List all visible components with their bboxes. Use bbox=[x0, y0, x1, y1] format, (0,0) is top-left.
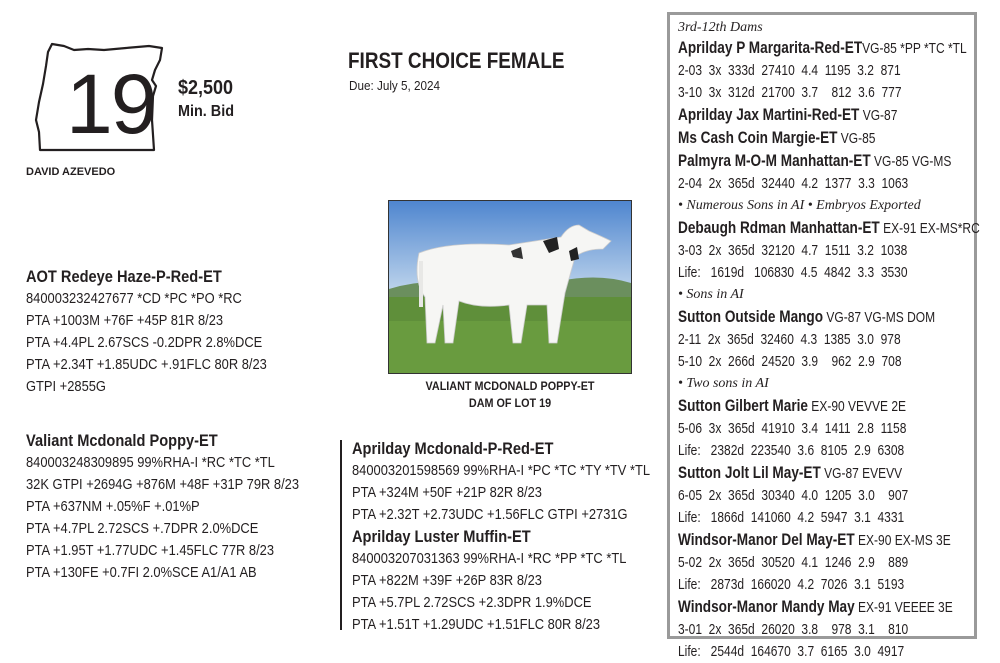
dam-line: 840003248309895 99%RHA-I *RC *TC *TL bbox=[26, 454, 275, 471]
dam-record-line: Life: 1619d 106830 4.5 4842 3.3 3530 bbox=[678, 264, 908, 281]
granddam-sire-line: 840003201598569 99%RHA-I *PC *TC *TY *TV *TL bbox=[352, 462, 651, 479]
dam-record-line: 6-05 2x 365d 30340 4.0 1205 3.0 907 bbox=[678, 487, 909, 504]
dam-record-classification: VG-85 bbox=[837, 130, 876, 147]
dam-record-name bbox=[678, 306, 950, 329]
granddam-sire-line: PTA +324M +50F +21P 82R 8/23 bbox=[352, 484, 542, 501]
dam-record-name bbox=[678, 127, 950, 150]
dam-record-name bbox=[678, 596, 953, 619]
dam-record-note: • Sons in AI bbox=[678, 287, 744, 302]
dam-record-classification: VG-87 EVEVV bbox=[820, 465, 903, 482]
granddam-sire-block bbox=[352, 438, 699, 526]
consignor-name: DAVID AZEVEDO bbox=[26, 166, 116, 178]
granddam-line: PTA +1.51T +1.29UDC +1.51FLC 80R 8/23 bbox=[352, 616, 601, 633]
dam-record-line: 2-11 2x 365d 32460 4.3 1385 3.0 978 bbox=[678, 331, 901, 348]
dam-record-line: 2-04 2x 365d 32440 4.2 1377 3.3 1063 bbox=[678, 175, 909, 192]
cow-photo bbox=[388, 200, 632, 374]
dam-record-classification: EX-90 VEVVE 2E bbox=[807, 398, 907, 415]
dam-record-line: Life: 2873d 166020 4.2 7026 3.1 5193 bbox=[678, 576, 905, 593]
photo-caption-line2: DAM OF LOT 19 bbox=[468, 396, 552, 410]
dam-record-line: Life: 2544d 164670 3.7 6165 3.0 4917 bbox=[678, 643, 905, 660]
dam-record-name-text: Sutton Gilbert Marie bbox=[678, 396, 808, 415]
dam-record-name-text: Aprilday Jax Martini-Red-ET bbox=[678, 105, 860, 124]
dam-record-name-text: Sutton Outside Mango bbox=[678, 307, 824, 326]
granddam-block bbox=[352, 526, 671, 636]
granddam-name: Aprilday Luster Muffin-ET bbox=[352, 527, 531, 546]
sire-line: PTA +2.34T +1.85UDC +.91FLC 80R 8/23 bbox=[26, 356, 267, 373]
dam-line: PTA +637NM +.05%F +.01%P bbox=[26, 498, 200, 515]
dam-record-line: 5-10 2x 266d 24520 3.9 962 2.9 708 bbox=[678, 353, 902, 370]
dam-record-classification: VG-85 VG-MS bbox=[870, 153, 952, 170]
sire-block bbox=[26, 266, 306, 398]
lot-title: FIRST CHOICE FEMALE bbox=[348, 48, 565, 73]
dam-record-name-text: Palmyra M-O-M Manhattan-ET bbox=[678, 151, 871, 170]
dam-record-name bbox=[678, 462, 950, 485]
dam-record-name bbox=[678, 104, 950, 127]
dam-record-line: Life: 2382d 223540 3.6 8105 2.9 6308 bbox=[678, 442, 905, 459]
sire-line: 840003232427677 *CD *PC *PO *RC bbox=[26, 290, 242, 307]
dam-record-name-text: Windsor-Manor Del May-ET bbox=[678, 530, 855, 549]
dam-record-name bbox=[678, 529, 950, 552]
sire-line: PTA +4.4PL 2.67SCS -0.2DPR 2.8%DCE bbox=[26, 334, 263, 351]
dam-record-note: • Two sons in AI bbox=[678, 376, 769, 391]
dam-record-classification: EX-90 EX-MS 3E bbox=[854, 532, 951, 549]
granddam-line: PTA +5.7PL 2.72SCS +2.3DPR 1.9%DCE bbox=[352, 594, 592, 611]
pedigree-bracket bbox=[340, 440, 342, 630]
dam-record-line: 5-06 3x 365d 41910 3.4 1411 2.8 1158 bbox=[678, 420, 907, 437]
minimum-bid-price: $2,500 bbox=[178, 77, 234, 99]
dam-record-line: 5-02 2x 365d 30520 4.1 1246 2.9 889 bbox=[678, 554, 909, 571]
dam-record-name bbox=[678, 395, 950, 418]
dam-record-name-text: Aprilday P Margarita-Red-ET bbox=[678, 38, 863, 57]
dam-line: PTA +4.7PL 2.72SCS +.7DPR 2.0%DCE bbox=[26, 520, 259, 537]
dam-record-classification: VG-87 bbox=[859, 107, 898, 124]
dam-record-name-text: Sutton Jolt Lil May-ET bbox=[678, 463, 821, 482]
dam-record-classification: VG-87 VG-MS DOM bbox=[823, 309, 936, 326]
granddam-sire-line: PTA +2.32T +2.73UDC +1.56FLC GTPI +2731G bbox=[352, 506, 628, 523]
due-date: Due: July 5, 2024 bbox=[349, 78, 441, 93]
dam-record-name-text: Windsor-Manor Mandy May bbox=[678, 597, 855, 616]
dam-record-name bbox=[678, 37, 967, 60]
dam-line: PTA +130FE +0.7FI 2.0%SCE A1/A1 AB bbox=[26, 564, 257, 581]
sire-name: AOT Redeye Haze-P-Red-ET bbox=[26, 267, 222, 286]
sire-line: GTPI +2855G bbox=[26, 378, 106, 395]
sire-line: PTA +1003M +76F +45P 81R 8/23 bbox=[26, 312, 224, 329]
dam-record-name bbox=[678, 217, 980, 240]
dam-record-line: 3-10 3x 312d 21700 3.7 812 3.6 777 bbox=[678, 84, 902, 101]
dam-name: Valiant Mcdonald Poppy-ET bbox=[26, 431, 218, 450]
lot-number: 19 bbox=[66, 57, 156, 151]
dam-record-line: 3-03 2x 365d 32120 4.7 1511 3.2 1038 bbox=[678, 242, 908, 259]
photo-caption-line1: VALIANT MCDONALD POPPY-ET bbox=[425, 379, 595, 393]
dam-record-note: • Numerous Sons in AI • Embryos Exported bbox=[678, 198, 921, 213]
dams-heading: 3rd-12th Dams bbox=[678, 20, 763, 35]
dam-record-classification: VG-85 *PP *TC *TL bbox=[862, 40, 967, 57]
dam-record-line: 3-01 2x 365d 26020 3.8 978 3.1 810 bbox=[678, 621, 909, 638]
dam-record-classification: EX-91 VEEEE 3E bbox=[854, 599, 953, 616]
dam-record-name-text: Ms Cash Coin Margie-ET bbox=[678, 128, 838, 147]
dam-record-line: Life: 1866d 141060 4.2 5947 3.1 4331 bbox=[678, 509, 905, 526]
minimum-bid-label: Min. Bid bbox=[178, 103, 234, 120]
dam-line: 32K GTPI +2694G +876M +48F +31P 79R 8/23 bbox=[26, 476, 300, 493]
dam-record-name bbox=[678, 150, 950, 173]
dam-record-line: 2-03 3x 333d 27410 4.4 1195 3.2 871 bbox=[678, 62, 901, 79]
dam-record-classification: EX-91 EX-MS*RC bbox=[879, 220, 980, 237]
dam-line: PTA +1.95T +1.77UDC +1.45FLC 77R 8/23 bbox=[26, 542, 275, 559]
dams-box bbox=[667, 12, 980, 660]
granddam-line: 840003207031363 99%RHA-I *RC *PP *TC *TL bbox=[352, 550, 627, 567]
granddam-sire-name: Aprilday Mcdonald-P-Red-ET bbox=[352, 439, 554, 458]
dam-record-name-text: Debaugh Rdman Manhattan-ET bbox=[678, 218, 880, 237]
dam-block bbox=[26, 430, 343, 584]
granddam-line: PTA +822M +39F +26P 83R 8/23 bbox=[352, 572, 542, 589]
